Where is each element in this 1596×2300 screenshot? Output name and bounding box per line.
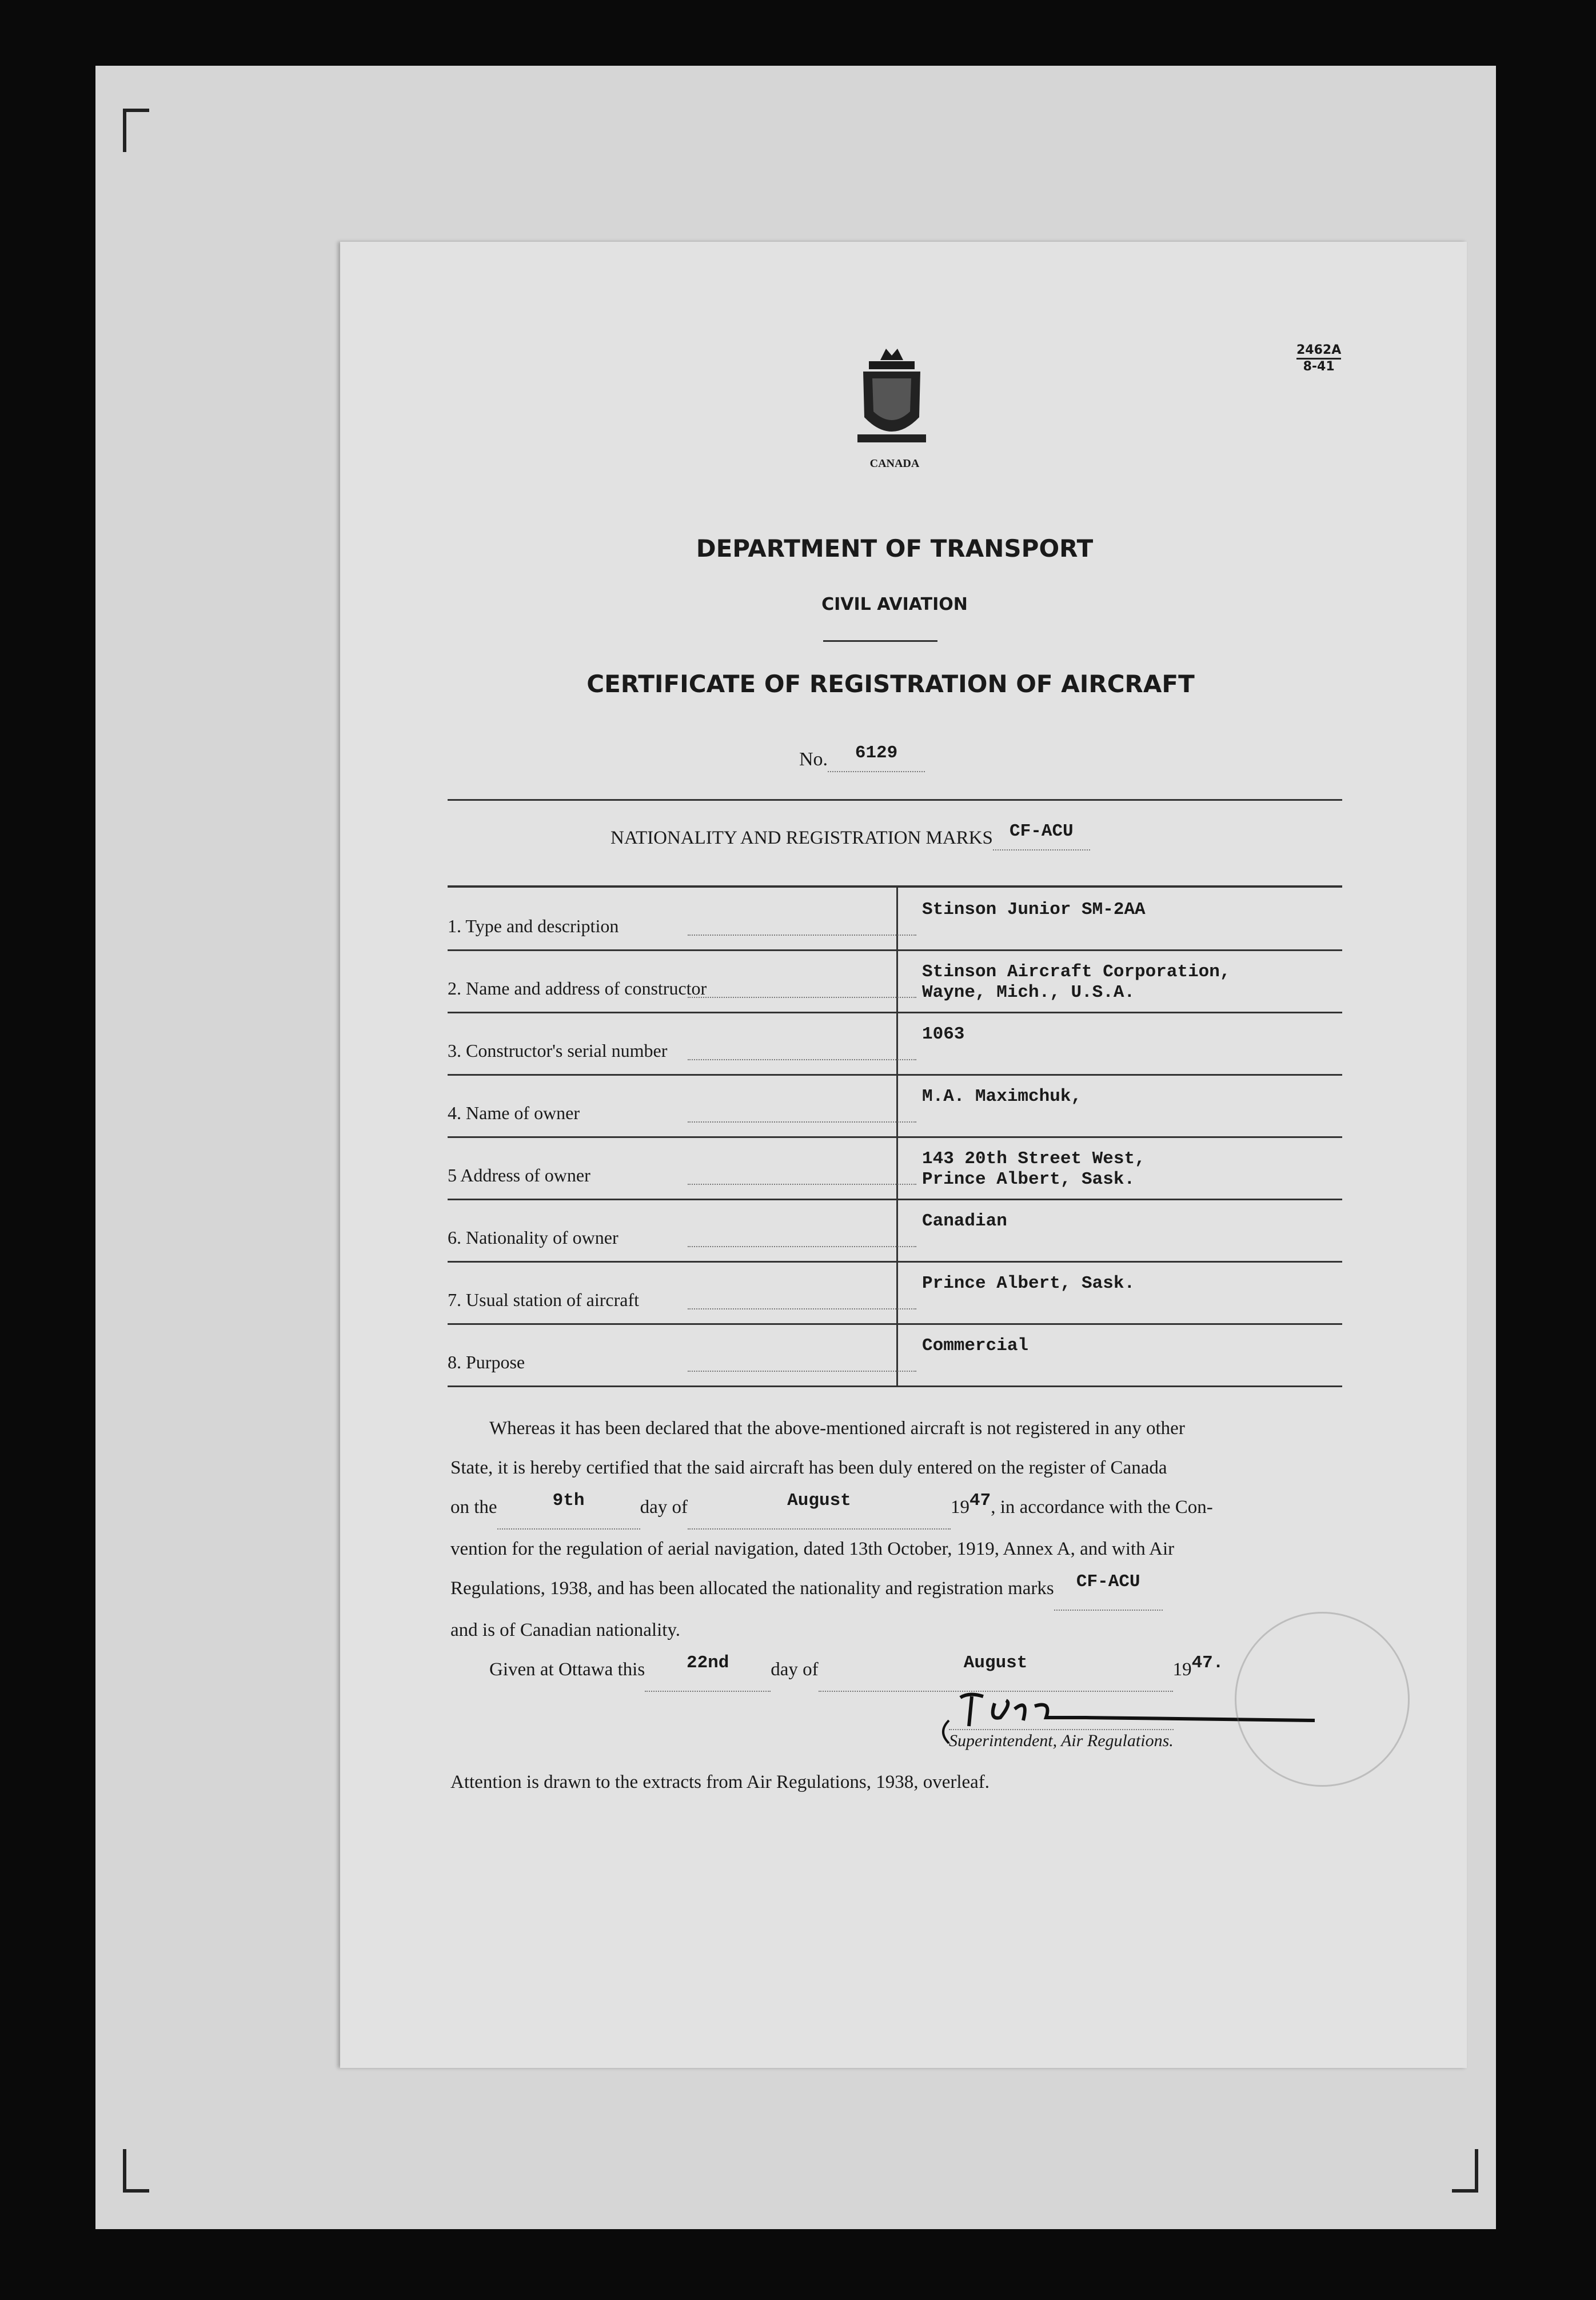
text: Regulations, 1938, and has been allocated the nationality and registration marks [450, 1578, 1054, 1599]
form-number: 2462A [1296, 343, 1341, 360]
marks-value: CF-ACU [1010, 821, 1074, 841]
table-row [448, 949, 1342, 1013]
department-heading: DEPARTMENT OF TRANSPORT [696, 534, 1094, 562]
row-value: Stinson Aircraft Corporation, Wayne, Mich., U.S.A. [922, 962, 1231, 1003]
branch-heading: CIVIL AVIATION [821, 594, 968, 614]
row-value: Stinson Junior SM-2AA [922, 900, 1146, 920]
allocated-marks: CF-ACU [1076, 1572, 1140, 1592]
divider [448, 799, 1342, 801]
table-row [448, 1261, 1342, 1325]
row-value: Prince Albert, Sask. [922, 1273, 1135, 1293]
given-year: 47. [1191, 1653, 1224, 1673]
number-value: 6129 [855, 743, 898, 763]
number-label: No. [799, 749, 828, 770]
row-value: M.A. Maximchuk, [922, 1087, 1082, 1107]
row-label: 6. Nationality of owner [448, 1227, 619, 1248]
corner-mark-bottom-right [1452, 2149, 1478, 2193]
table-row [448, 1199, 1342, 1263]
leader-dots [688, 1308, 916, 1309]
row-label: 2. Name and address of constructor [448, 978, 707, 999]
row-label: 3. Constructor's serial number [448, 1040, 668, 1061]
signature-title: Superintendent, Air Regulations. [949, 1729, 1174, 1751]
body-marks-line [450, 1569, 1342, 1611]
leader-dots [688, 997, 916, 998]
corner-mark-bottom-left [123, 2149, 149, 2193]
divider [823, 640, 937, 642]
table-row [448, 1323, 1342, 1387]
row-label: 5 Address of owner [448, 1165, 590, 1185]
text: day of [640, 1497, 688, 1518]
registration-day: 9th [552, 1491, 585, 1511]
footer-note: Attention is drawn to the extracts from Air Regulations, 1938, overleaf. [450, 1772, 990, 1792]
registration-month: August [787, 1491, 851, 1511]
leader-dots [688, 1246, 916, 1247]
coat-of-arms-icon [852, 343, 932, 457]
row-label: 1. Type and description [448, 916, 619, 936]
body-line: State, it is hereby certified that the said aircraft has been duly entered on the register of Canada [450, 1458, 1167, 1478]
text: , in accordance with the Con- [991, 1497, 1213, 1518]
leader-dots [688, 935, 916, 936]
row-label: 7. Usual station of aircraft [448, 1289, 639, 1310]
crest-label: CANADA [869, 457, 920, 470]
row-value: Canadian [922, 1211, 1007, 1231]
registration-year: 47 [969, 1491, 991, 1511]
given-month: August [963, 1653, 1028, 1673]
text: Given at Ottawa this [489, 1659, 645, 1680]
registration-marks [611, 821, 1090, 850]
body-date-line [450, 1488, 1342, 1530]
table-row [448, 1074, 1342, 1138]
leader-dots [688, 1184, 916, 1185]
text: 19 [950, 1497, 969, 1518]
table-row [448, 1012, 1342, 1076]
leader-dots [688, 1121, 916, 1123]
body-line: and is of Canadian nationality. [450, 1620, 681, 1640]
body-line: Whereas it has been declared that the above-mentioned aircraft is not registered in any other [489, 1418, 1185, 1439]
corner-mark-top-left [123, 109, 149, 152]
leader-dots [688, 1371, 916, 1372]
body-line: vention for the regulation of aerial navigation, dated 13th October, 1919, Annex A, and with Air [450, 1539, 1175, 1559]
text: on the [450, 1497, 497, 1518]
row-label: 8. Purpose [448, 1352, 525, 1372]
row-value: Commercial [922, 1336, 1029, 1356]
table-row [448, 1136, 1342, 1200]
row-value: 143 20th Street West, Prince Albert, Sask. [922, 1149, 1146, 1189]
text: 19 [1172, 1659, 1192, 1680]
row-value: 1063 [922, 1024, 965, 1044]
certificate-number [799, 743, 925, 772]
row-label: 4. Name of owner [448, 1103, 580, 1123]
form-code [1296, 343, 1341, 374]
certificate-title: CERTIFICATE OF REGISTRATION OF AIRCRAFT [586, 670, 1195, 698]
certification-paragraph [450, 1409, 1342, 1692]
given-day: 22nd [686, 1653, 729, 1673]
official-stamp [1235, 1612, 1410, 1787]
table-row [448, 887, 1342, 951]
form-date: 8-41 [1303, 360, 1335, 374]
marks-label: NATIONALITY AND REGISTRATION MARKS [611, 828, 993, 848]
leader-dots [688, 1059, 916, 1060]
text: day of [771, 1659, 819, 1680]
